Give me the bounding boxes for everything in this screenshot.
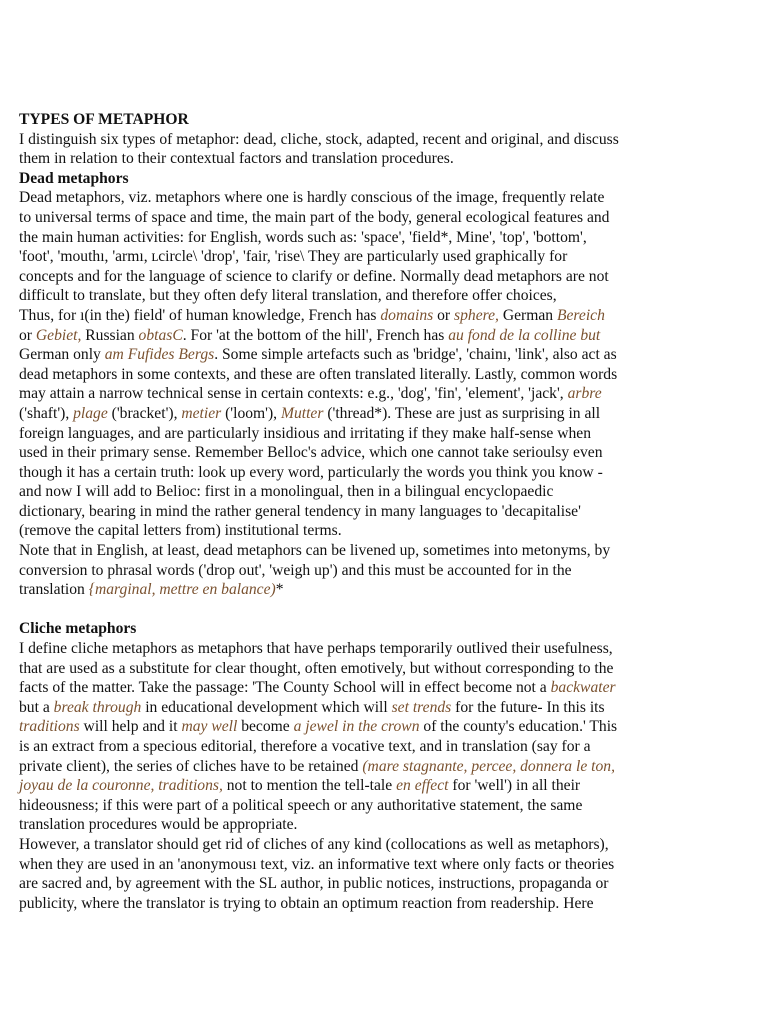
text-run: of the county's education.' This: [419, 718, 618, 736]
italic-term: am Fufides Bergs: [104, 346, 215, 364]
italic-term: sphere,: [454, 306, 499, 324]
text-run: become: [237, 718, 294, 736]
italic-term: Gebiet,: [35, 326, 82, 344]
italic-term: au fond de la colline but: [448, 326, 601, 344]
text-run: ('bracket'),: [107, 404, 182, 422]
text-run: Thus, for ı(in the) field' of human knowledge, French has: [19, 306, 381, 324]
text-run: will help and it: [79, 718, 182, 736]
text-line: translation procedures would be appropriate.: [19, 816, 298, 834]
text-line: that are used as a substitute for clear thought, often emotively, but without corresponding to the: [19, 659, 614, 677]
italic-term: domains: [380, 306, 434, 324]
text-line: [19, 776, 761, 796]
text-line: publicity, where the translator is trying to obtain an optimum reaction from readership. Here: [19, 894, 594, 912]
text-run: not to mention the tell-tale: [222, 777, 397, 795]
text-line: though it has a certain truth: look up every word, particularly the words you think you know -: [19, 463, 603, 481]
text-line: [19, 404, 761, 424]
document-page: [19, 110, 761, 913]
italic-term: a jewel in the crown: [293, 718, 420, 736]
italic-term: set trends: [391, 698, 452, 716]
text-run: ('shaft'),: [19, 404, 74, 422]
text-line: conversion to phrasal words ('drop out', 'weigh up') and this must be accounted for in the: [19, 561, 572, 579]
text-run: Russian: [81, 326, 139, 344]
text-run: or: [19, 326, 36, 344]
text-line: is an extract from a specious editorial, therefore a vocative text, and in translation (say for a: [19, 738, 591, 755]
text-line: [19, 306, 761, 326]
text-line: [19, 345, 761, 365]
italic-term: Mutter: [280, 404, 324, 422]
text-line: However, a translator should get rid of cliches of any kind (collocations as well as metaphors),: [19, 835, 609, 853]
text-line: difficult to translate, but they often defy literal translation, and therefore offer choices,: [19, 287, 557, 305]
text-run: *: [275, 581, 284, 599]
text-run: translation: [19, 581, 89, 599]
text-run: may attain a narrow technical sense in certain contexts: e.g., 'dog', 'fin', 'element', 'jack',: [19, 385, 568, 403]
text-run: facts of the matter. Take the passage: 'The County School will in effect become not a: [19, 679, 551, 697]
text-line: to universal terms of space and time, the main part of the body, general ecological features and: [19, 208, 610, 226]
text-run: or: [433, 306, 455, 324]
text-line: concepts and for the language of science to clarify or define. Normally dead metaphors are not: [19, 267, 609, 285]
text-line: used in their primary sense. Remember Belloc's advice, which one cannot take serioulsy even: [19, 444, 603, 462]
text-run: in educational development which will: [141, 698, 392, 716]
italic-term: may well: [181, 718, 238, 736]
text-run: . For 'at the bottom of the hill', French has: [182, 326, 449, 344]
text-line: (remove the capital letters from) institutional terms.: [19, 522, 342, 540]
text-line: hideousness; if this were part of a political speech or any authoritative statement, the same: [19, 796, 583, 814]
text-line: when they are used in an 'anonymousı text, viz. an informative text where only facts or theories: [19, 855, 615, 873]
italic-term: arbre: [567, 385, 602, 403]
text-line: are sacred and, by agreement with the SL author, in public notices, instructions, propaganda or: [19, 875, 609, 893]
text-line: I distinguish six types of metaphor: dead, cliche, stock, adapted, recent and original, and discuss: [19, 130, 619, 148]
section-heading-dead-metaphors: Dead metaphors: [19, 169, 129, 187]
italic-term: obtasC: [138, 326, 183, 344]
text-run: . Some simple artefacts such as 'bridge', 'chainı, 'link', also act as: [214, 346, 617, 364]
text-run: German: [498, 306, 557, 324]
text-run: ('loom'),: [221, 404, 281, 422]
italic-term: en effect: [396, 777, 449, 795]
text-line: I define cliche metaphors as metaphors that have perhaps temporarily outlived their usefulness,: [19, 640, 613, 658]
text-line: dictionary, bearing in mind the rather general tendency in many languages to 'decapitalise': [19, 502, 581, 520]
text-line: [19, 326, 761, 346]
italic-term: metier: [181, 404, 222, 422]
text-line: 'foot', 'mouthı, 'armı, ʟcircle\ 'drop', 'fair, 'rise\ They are particularly used graphically for: [19, 248, 568, 266]
italic-term: plage: [73, 404, 108, 422]
text-line: [19, 698, 761, 718]
text-line: [19, 757, 761, 777]
text-line: [19, 580, 761, 600]
page-title: TYPES OF METAPHOR: [19, 111, 189, 128]
text-run: but a: [19, 698, 54, 716]
text-line: Note that in English, at least, dead metaphors can be livened up, sometimes into metonyms, by: [19, 542, 611, 560]
italic-term: Bereich: [556, 306, 605, 324]
text-line: foreign languages, and are particularly insidious and irritating if they make half-sense when: [19, 424, 592, 442]
text-line: [19, 678, 761, 698]
italic-term: traditions: [19, 718, 80, 736]
text-line: them in relation to their contextual factors and translation procedures.: [19, 150, 454, 168]
text-run: German only: [19, 346, 105, 364]
text-line: [19, 384, 761, 404]
text-line: dead metaphors in some contexts, and these are often translated literally. Lastly, common words: [19, 365, 618, 383]
italic-term: (mare stagnante, percee, donnera le ton,: [362, 757, 615, 775]
text-line: and now I will add to Belioc: first in a monolingual, then in a bilingual encyclopaedic: [19, 483, 554, 501]
italic-term: {marginal, mettre en balance): [88, 581, 276, 599]
text-run: ('thread*). These are just as surprising in all: [323, 404, 601, 422]
text-line: [19, 717, 761, 737]
section-heading-cliche-metaphors: Cliche metaphors: [19, 620, 137, 638]
text-run: private client), the series of cliches have to be retained: [19, 757, 363, 775]
italic-term: backwater: [550, 679, 616, 697]
text-run: for the future- In this its: [451, 698, 605, 716]
paragraph-spacer: [19, 600, 761, 620]
italic-term: break through: [53, 698, 142, 716]
text-line: Dead metaphors, viz. metaphors where one is hardly conscious of the image, frequently relate: [19, 189, 605, 207]
text-line: the main human activities: for English, words such as: 'space', 'field*, Mine', 'top', 'bottom',: [19, 228, 587, 246]
italic-term: joyau de la couronne, traditions,: [19, 777, 223, 795]
text-run: for 'well') in all their: [448, 777, 581, 795]
